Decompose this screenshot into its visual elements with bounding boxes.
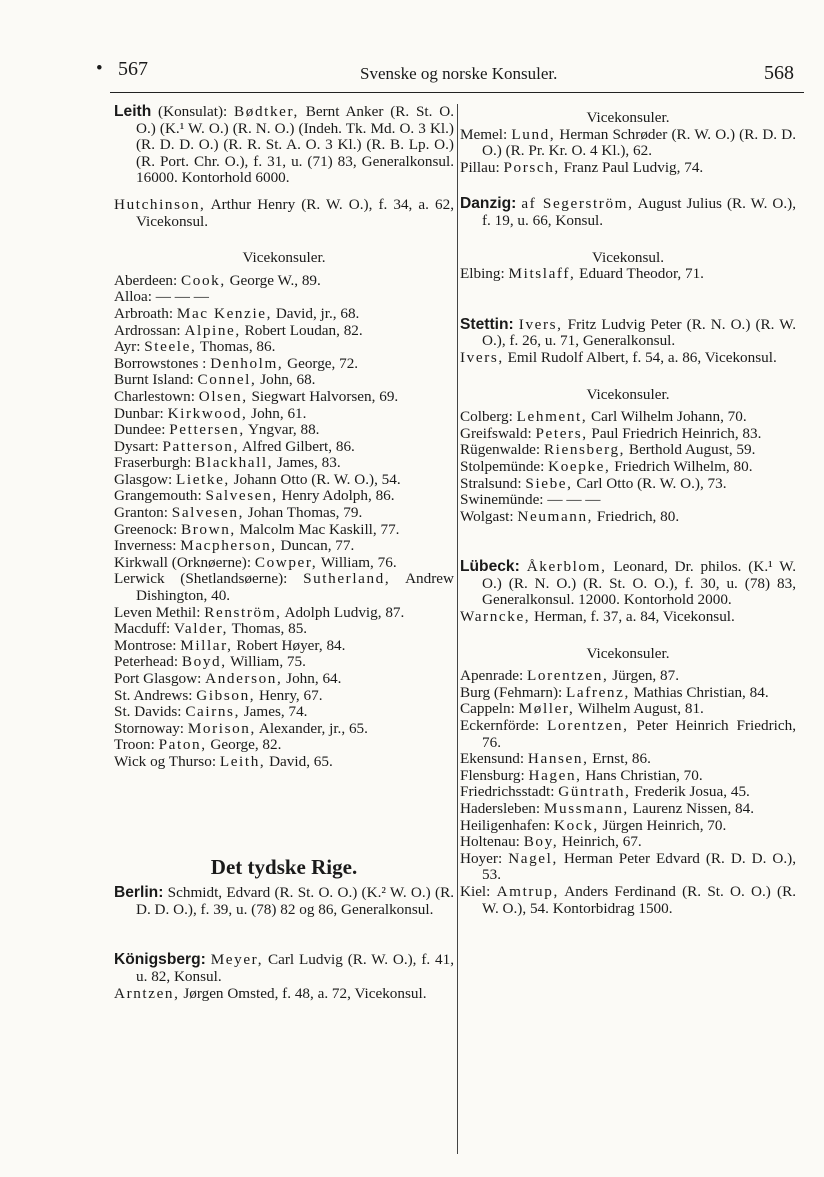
vicekonsul-entry <box>460 751 796 768</box>
leith-entry <box>114 104 454 187</box>
entry-details: Andrew Dishington, 40. <box>136 570 455 605</box>
entry-details: William, 75. <box>230 653 306 671</box>
city-konigsberg: Königsberg: <box>114 951 206 969</box>
entry-name: Connel, <box>197 371 257 389</box>
vicekonsul-entry <box>460 851 796 884</box>
entry-details: Friedrich, 80. <box>596 507 680 525</box>
entry-place: Heiligenhafen: <box>460 816 551 834</box>
vicekonsul-entry <box>114 704 454 721</box>
entry-place: Granton: <box>114 504 168 522</box>
entry-place: Dundee: <box>114 421 166 439</box>
entry-details: John, 64. <box>286 670 342 687</box>
entry-name: Lietke, <box>176 470 230 488</box>
entry-details: Thomas, 86. <box>199 338 276 356</box>
lubeck-details: Leonard, Dr. philos. (K.¹ W. O.) (R. N. O.) (R. St. O. O.), f. 30, u. (78) 83, Generalkonsul. 12000. Kontorhold 2000. <box>482 558 797 609</box>
entry-name: Salvesen, <box>171 504 244 522</box>
vicekonsul-entry <box>460 442 796 459</box>
vicekonsul-entry <box>114 638 454 655</box>
entry-place: Alloa: <box>114 288 152 306</box>
vicekonsul-entry <box>460 834 796 851</box>
elbing-name: Mitslaff, <box>508 265 576 283</box>
vicekonsul-entry <box>460 492 796 509</box>
left-column <box>114 104 454 1002</box>
vicekonsul-entry <box>114 389 454 406</box>
vicekonsul-entry <box>460 784 796 801</box>
city-leith: Leith <box>114 103 152 120</box>
entry-name: Neumann, <box>517 507 594 525</box>
entry-place: Greenock: <box>114 520 178 538</box>
entry-name: Mussmann, <box>543 800 629 817</box>
entry-details: Jürgen Heinrich, 70. <box>602 816 727 834</box>
entry-name: Paton, <box>158 736 207 754</box>
konigsberg-details: Carl Ludvig (R. W. O.), f. 41, u. 82, Konsul. <box>136 951 455 985</box>
vicekonsul-entry <box>114 688 454 705</box>
entry-place: Flensburg: <box>460 766 525 784</box>
entry-details: Adolph Ludvig, 87. <box>284 603 405 621</box>
entry-place: Glasgow: <box>114 470 173 488</box>
section-title: Det tydske Rige. <box>210 854 358 879</box>
pillau-entry <box>460 160 796 177</box>
city-danzig: Danzig: <box>460 195 517 213</box>
leith-type: (Konsulat): <box>158 103 228 120</box>
vicekonsul-entry <box>114 488 454 505</box>
vicekonsul-entry <box>114 605 454 622</box>
entry-place: Peterhead: <box>114 653 179 671</box>
entry-name: Cook, <box>181 271 226 289</box>
entry-name: Millar, <box>180 636 233 654</box>
vicekonsul-entry <box>114 522 454 539</box>
vicekonsul-entry <box>114 754 454 771</box>
entry-details: George W., 89. <box>229 271 321 289</box>
vicekonsul-entry <box>114 323 454 340</box>
entry-place: Stornoway: <box>114 719 185 737</box>
vicekonsul-entry <box>114 555 454 572</box>
entry-name: Kock, <box>554 816 599 834</box>
entry-name: Anderson, <box>205 670 283 687</box>
entry-name: Patterson, <box>162 437 239 455</box>
left-page-number: 567 <box>118 58 148 80</box>
running-title: Svenske og norske Konsuler. <box>360 64 558 83</box>
entry-place: Swinemünde: <box>460 491 544 509</box>
entry-name: Kirkwood, <box>167 404 248 422</box>
entry-details: David, jr., 68. <box>275 304 360 322</box>
elbing-place: Elbing: <box>460 265 505 283</box>
entry-name: Pettersen, <box>169 421 245 439</box>
column-divider <box>457 104 458 1154</box>
entry-details: Alexander, jr., 65. <box>258 719 368 737</box>
berlin-entry <box>114 885 454 918</box>
entry-details: James, 83. <box>276 454 341 472</box>
entry-place: Troon: <box>114 736 155 754</box>
entry-details: John, 61. <box>251 404 307 422</box>
vicekonsul-entry <box>460 718 796 751</box>
entry-details: Thomas, 85. <box>231 620 308 638</box>
berlin-details: Schmidt, Edvard (R. St. O. O.) (K.² W. O.) (R. D. D. O.), f. 39, u. (78) 82 og 86, Generalkonsul. <box>136 884 454 918</box>
elbing-entry <box>460 266 796 283</box>
entry-details: Ernst, 86. <box>592 750 651 768</box>
vicekonsul-entry <box>460 459 796 476</box>
entry-details: Mathias Christian, 84. <box>633 683 769 701</box>
entry-place: Rügenwalde: <box>460 441 541 459</box>
vicekonsul-entry <box>114 505 454 522</box>
entry-name: Hagen, <box>528 766 582 784</box>
vicekonsul-entry <box>460 409 796 426</box>
entry-place: Ardrossan: <box>114 321 181 339</box>
entry-place: Arbroath: <box>114 304 174 322</box>
entry-details: Henry, 67. <box>258 686 323 704</box>
entry-name: Møller, <box>518 700 575 718</box>
hutchinson-entry <box>114 197 454 230</box>
entry-place: Stolpemünde: <box>460 457 545 475</box>
entry-name: Alpine, <box>184 321 241 339</box>
vicekonsul-entry <box>460 685 796 702</box>
entry-details: Hans Christian, 70. <box>585 766 703 784</box>
entry-name: Morison, <box>187 719 256 737</box>
stettin-name: Ivers, <box>518 315 563 333</box>
entry-place: Wolgast: <box>460 507 514 525</box>
vicekonsul-entry <box>114 621 454 638</box>
entry-place: Colberg: <box>460 408 513 426</box>
entry-place: Hoyer: <box>460 849 503 867</box>
entry-name: Cowper, <box>254 553 318 571</box>
entry-details: Siegwart Halvorsen, 69. <box>251 387 399 405</box>
city-stettin: Stettin: <box>460 315 514 333</box>
entry-details: Berthold August, 59. <box>628 441 756 459</box>
vicekonsul-entry <box>460 801 796 818</box>
vicekonsul-entry <box>114 737 454 754</box>
entry-place: Burg (Fehmarn): <box>460 683 563 701</box>
entry-name: Siebe, <box>525 474 573 492</box>
entry-name: Brown, <box>181 520 236 538</box>
entry-name: Riensberg, <box>543 441 626 459</box>
entry-details: — — — <box>547 491 601 509</box>
entry-details: George, 82. <box>210 736 282 754</box>
konigsberg-entry <box>114 952 454 985</box>
entry-place: Fraserburgh: <box>114 454 192 472</box>
page-bullet: • <box>96 58 103 79</box>
entry-place: Macduff: <box>114 620 171 638</box>
vicekonsul-entry <box>114 455 454 472</box>
entry-place: Charlestown: <box>114 387 195 405</box>
leith-vicekonsul-list <box>114 273 454 771</box>
warncke-details: Herman, f. 37, a. 84, Vicekonsul. <box>533 608 735 626</box>
vicekonsul-entry <box>114 721 454 738</box>
vicekonsul-entry <box>460 668 796 685</box>
vicekonsul-entry <box>114 439 454 456</box>
vicekonsul-entry <box>114 538 454 555</box>
entry-place: Wick og Thurso: <box>114 752 217 770</box>
vicekonsul-entry <box>114 671 454 688</box>
vicekonsul-entry <box>114 571 454 604</box>
entry-name: Valder, <box>174 620 229 638</box>
entry-place: Lerwick (Shetlandsøerne): <box>114 570 288 588</box>
right-column <box>460 104 796 917</box>
ivers-name: Ivers, <box>460 348 504 366</box>
entry-name: Gibson, <box>196 686 256 704</box>
pillau-place: Pillau: <box>460 158 500 176</box>
entry-name: Amtrup, <box>496 882 559 900</box>
entry-place: Apenrade: <box>460 667 524 685</box>
vicekonsul-entry <box>114 472 454 489</box>
memel-place: Memel: <box>460 125 508 143</box>
danzig-name: af Segerström, <box>521 195 634 213</box>
entry-details: Carl Wilhelm Johann, 70. <box>591 408 747 426</box>
arntzen-details: Jørgen Omsted, f. 48, a. 72, Vicekonsul. <box>183 984 427 1002</box>
ivers-details: Emil Rudolf Albert, f. 54, a. 86, Vicekonsul. <box>507 348 777 366</box>
entry-details: Henry Adolph, 86. <box>281 487 395 505</box>
entry-details: Wilhelm August, 81. <box>577 700 704 718</box>
entry-details: Robert Høyer, 84. <box>236 636 346 654</box>
entry-details: David, 65. <box>269 752 333 770</box>
right-page-number: 568 <box>764 62 794 84</box>
entry-details: Anders Ferdinand (R. St. O. O.) (R. W. O.), 54. Kontorbidrag 1500. <box>482 882 796 917</box>
entry-name: Blackhall, <box>195 454 274 472</box>
entry-details: George, 72. <box>287 354 359 372</box>
lubeck-name: Åkerblom, <box>526 558 607 576</box>
entry-name: Salvesen, <box>205 487 278 505</box>
entry-name: Lehment, <box>516 408 588 426</box>
entry-details: Paul Friedrich Heinrich, 83. <box>591 424 762 442</box>
vicekonsul-entry <box>460 426 796 443</box>
vicekonsul-entry <box>460 476 796 493</box>
entry-name: Lafrenz, <box>566 683 630 701</box>
entry-place: Cappeln: <box>460 700 515 718</box>
entry-details: Frederik Josua, 45. <box>634 783 750 801</box>
vicekonsuler-heading-1: Vicekonsuler. <box>586 109 670 126</box>
entry-place: Montrose: <box>114 636 177 654</box>
entry-place: Dysart: <box>114 437 159 455</box>
stettin-vicekonsul-list <box>460 409 796 525</box>
entry-name: Steele, <box>144 338 197 356</box>
entry-details: James, 74. <box>243 703 308 721</box>
entry-place: Dunbar: <box>114 404 164 422</box>
memel-entry <box>460 127 796 160</box>
vicekonsul-entry <box>114 289 454 306</box>
entry-name: Hansen, <box>527 750 589 768</box>
entry-name: Leith, <box>219 752 266 770</box>
stettin-details: Fritz Ludvig Peter (R. N. O.) (R. W. O.), f. 26, u. 71, Generalkonsul. <box>482 315 797 350</box>
entry-place: Eckernförde: <box>460 717 540 735</box>
entry-details: John, 68. <box>260 371 316 389</box>
entry-place: Aberdeen: <box>114 271 178 289</box>
vicekonsuler-heading-3: Vicekonsuler. <box>586 385 670 403</box>
entry-details: Johann Otto (R. W. O.), 54. <box>233 470 401 488</box>
vicekonsul-entry <box>460 768 796 785</box>
entry-place: Greifswald: <box>460 424 532 442</box>
ivers-entry <box>460 350 796 367</box>
entry-place: St. Andrews: <box>114 686 193 704</box>
arntzen-name: Arntzen, <box>114 984 180 1002</box>
stettin-entry <box>460 317 796 350</box>
entry-details: Laurenz Nissen, 84. <box>632 800 755 817</box>
entry-details: Malcolm Mac Kaskill, 77. <box>239 520 400 538</box>
entry-name: Denholm, <box>210 354 284 372</box>
entry-place: Holtenau: <box>460 833 520 851</box>
entry-name: Boy, <box>523 833 559 851</box>
vicekonsul-entry <box>460 884 796 917</box>
memel-name: Lund, <box>511 125 556 143</box>
konigsberg-name: Meyer, <box>210 951 264 969</box>
vicekonsuler-heading: Vicekonsuler. <box>242 249 326 267</box>
entry-name: Cairns, <box>185 703 240 721</box>
leith-name: Bødtker, <box>234 103 299 120</box>
entry-name: Mac Kenzie, <box>176 304 273 322</box>
header-rule <box>110 92 804 93</box>
entry-name: Sutherland, <box>303 570 391 588</box>
entry-name: Nagel, <box>508 849 558 867</box>
vicekonsul-entry <box>460 818 796 835</box>
vicekonsul-entry <box>114 372 454 389</box>
pillau-details: Franz Paul Ludvig, 74. <box>563 158 704 176</box>
vicekonsul-entry <box>114 654 454 671</box>
entry-name: Boyd, <box>181 653 227 671</box>
danzig-entry <box>460 196 796 229</box>
arntzen-entry <box>114 986 454 1003</box>
entry-place: Stralsund: <box>460 474 522 492</box>
city-berlin: Berlin: <box>114 884 164 902</box>
vicekonsul-entry <box>114 356 454 373</box>
vicekonsul-heading-2: Vicekonsul. <box>591 248 665 266</box>
entry-name: Lorentzen, <box>527 667 609 685</box>
entry-name: Lorentzen, <box>547 717 629 735</box>
city-lubeck: Lübeck: <box>460 558 520 576</box>
entry-name: Olsen, <box>198 387 248 405</box>
pillau-name: Porsch, <box>503 158 560 176</box>
entry-place: Friedrichsstadt: <box>460 783 555 801</box>
vicekonsul-entry <box>114 273 454 290</box>
lubeck-entry <box>460 559 796 609</box>
entry-details: Carl Otto (R. W. O.), 73. <box>576 474 727 492</box>
hutchinson-details: Arthur Henry (R. W. O.), f. 34, a. 62, Vicekonsul. <box>136 195 454 230</box>
danzig-details: August Julius (R. W. O.), f. 19, u. 66, Konsul. <box>482 195 796 229</box>
entry-place: Hadersleben: <box>460 800 541 817</box>
memel-details: Herman Schrøder (R. W. O.) (R. D. D. O.) (R. Pr. Kr. O. 4 Kl.), 62. <box>482 125 797 160</box>
entry-place: Burnt Island: <box>114 371 194 389</box>
entry-details: Heinrich, 67. <box>562 833 642 851</box>
entry-details: William, 76. <box>320 553 397 571</box>
entry-name: Peters, <box>535 424 588 442</box>
entry-name: Güntrath, <box>558 783 631 801</box>
elbing-details: Eduard Theodor, 71. <box>579 265 704 283</box>
entry-place: Grangemouth: <box>114 487 202 505</box>
entry-place: Borrowstones : <box>114 354 207 372</box>
entry-details: Johan Thomas, 79. <box>247 504 363 522</box>
entry-place: St. Davids: <box>114 703 182 721</box>
vicekonsul-entry <box>460 701 796 718</box>
vicekonsul-entry <box>114 422 454 439</box>
entry-details: Duncan, 77. <box>280 537 355 555</box>
vicekonsul-entry <box>114 406 454 423</box>
entry-details: Yngvar, 88. <box>247 421 320 439</box>
entry-place: Ayr: <box>114 338 141 356</box>
entry-name: Renström, <box>204 603 282 621</box>
entry-details: Jürgen, 87. <box>612 667 679 685</box>
entry-details: — — — <box>155 288 209 306</box>
entry-details: Robert Loudan, 82. <box>244 321 363 339</box>
entry-details: Herman Peter Edvard (R. D. D. O.), 53. <box>482 849 797 884</box>
vicekonsuler-heading-4: Vicekonsuler. <box>586 644 670 662</box>
vicekonsul-entry <box>114 339 454 356</box>
leith-details: Bernt Anker (R. St. O. O.) (K.¹ W. O.) (R. N. O.) (Indeh. Tk. Md. O. 3 Kl.) (R. D. D. O.) (R. R. St. A. O. 3 Kl.) (R. B. Lp. O.) (R. Port. Chr. O.), f. 31, u. (71) 83, Generalkonsul. 16000. Kontorhold 6000. <box>136 103 454 187</box>
hutchinson-name: Hutchinson, <box>114 195 206 213</box>
vicekonsul-entry <box>114 306 454 323</box>
warncke-name: Warncke, <box>460 608 531 626</box>
warncke-entry <box>460 609 796 626</box>
entry-details: Alfred Gilbert, 86. <box>241 437 355 455</box>
entry-place: Inverness: <box>114 537 177 555</box>
entry-details: Peter Heinrich Friedrich, 76. <box>482 717 797 751</box>
entry-place: Kirkwall (Orknøerne): <box>114 553 252 571</box>
entry-place: Port Glasgow: <box>114 670 202 687</box>
entry-place: Leven Methil: <box>114 603 201 621</box>
entry-name: Macpherson, <box>180 537 277 555</box>
entry-name: Koepke, <box>548 457 611 475</box>
entry-details: Friedrich Wilhelm, 80. <box>614 457 753 475</box>
lubeck-vicekonsul-list <box>460 668 796 917</box>
entry-place: Ekensund: <box>460 750 525 768</box>
entry-place: Kiel: <box>460 882 491 900</box>
vicekonsul-entry <box>460 509 796 526</box>
